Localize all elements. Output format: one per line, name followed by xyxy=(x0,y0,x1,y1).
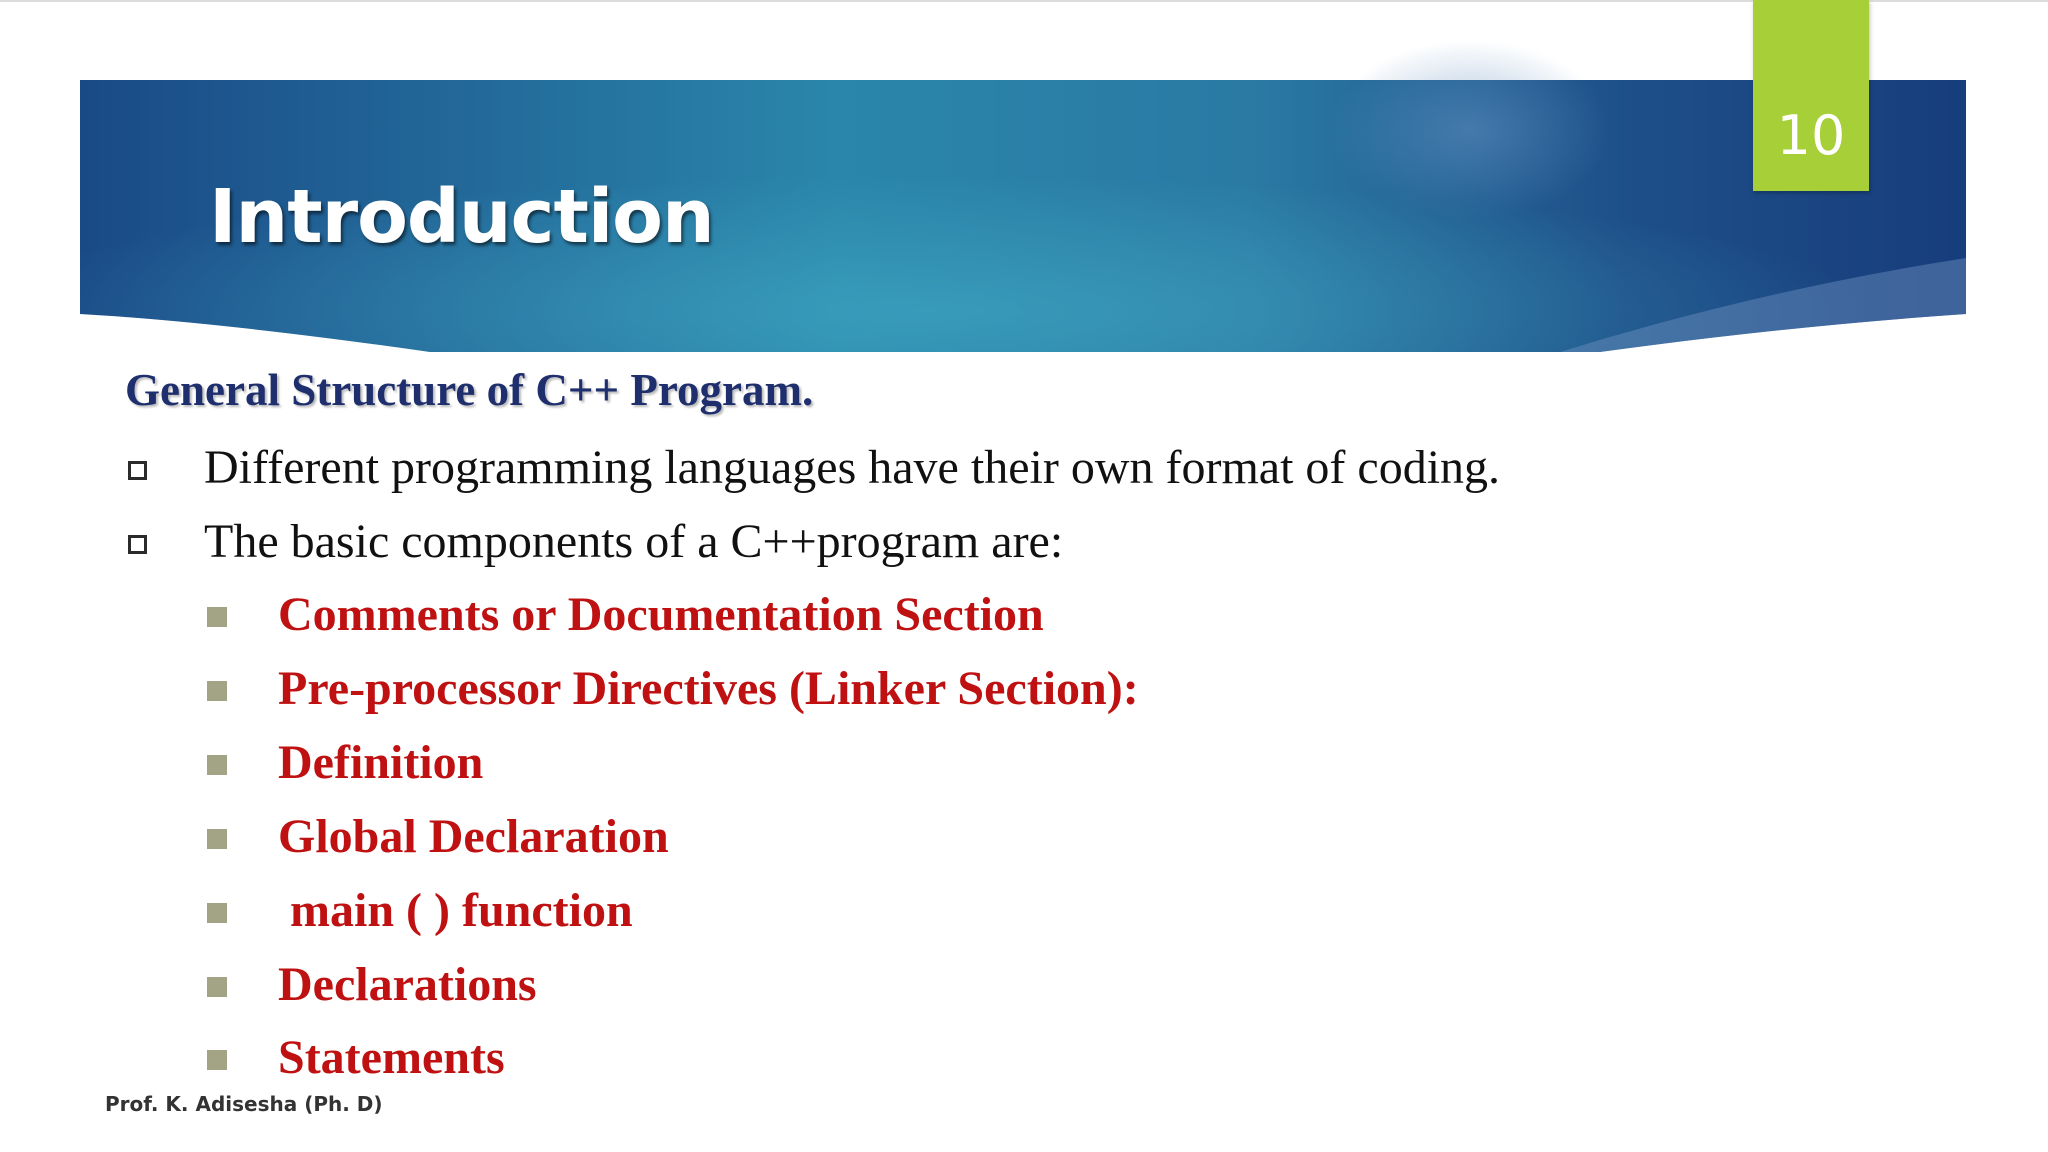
section-subheading: General Structure of C++ Program. xyxy=(125,365,814,415)
sub-bullet-text: Statements xyxy=(278,1031,505,1084)
page-number: 10 xyxy=(1776,104,1846,167)
sub-bullet-text: Global Declaration xyxy=(278,810,669,863)
slide-title: Introduction xyxy=(209,174,714,260)
bullet-text: The basic components of a C++program are: xyxy=(204,515,1064,568)
sub-bullet-text: Comments or Documentation Section xyxy=(278,588,1044,641)
hollow-square-bullet-icon xyxy=(128,461,147,480)
bullet-text: Different programming languages have their own format of coding. xyxy=(204,441,1501,494)
square-bullet-icon xyxy=(207,1050,227,1070)
sub-bullet-text: Declarations xyxy=(278,958,537,1011)
author-footer: Prof. K. Adisesha (Ph. D) xyxy=(105,1092,383,1116)
square-bullet-icon xyxy=(207,903,227,923)
square-bullet-icon xyxy=(207,681,227,701)
sub-bullet-text: Pre-processor Directives (Linker Section): xyxy=(278,662,1139,715)
square-bullet-icon xyxy=(207,607,227,627)
sub-bullet-text: main ( ) function xyxy=(278,884,633,937)
square-bullet-icon xyxy=(207,755,227,775)
square-bullet-icon xyxy=(207,977,227,997)
sub-bullet-text: Definition xyxy=(278,736,484,789)
hollow-square-bullet-icon xyxy=(128,535,147,554)
square-bullet-icon xyxy=(207,829,227,849)
page-number-badge xyxy=(1753,0,1869,191)
